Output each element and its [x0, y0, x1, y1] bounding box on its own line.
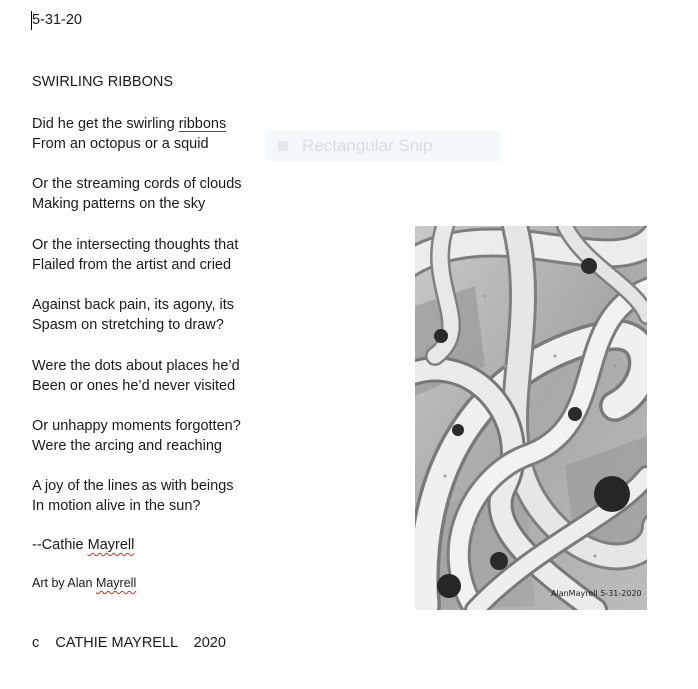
- stanza-line: Or the streaming cords of clouds: [32, 176, 242, 192]
- artwork-image[interactable]: [415, 226, 647, 610]
- stanza-line: Spasm on stretching to draw?: [32, 317, 224, 334]
- stanza-line: Were the dots about places he’d: [32, 358, 240, 374]
- stanza-line: Been or ones he’d never visited: [32, 378, 236, 395]
- spellcheck-flag: Mayrell: [95, 576, 137, 590]
- stanza-line: A joy of the lines as with beings: [32, 478, 234, 494]
- stanza-line: Against back pain, its agony, its: [32, 297, 235, 313]
- stanza-3[interactable]: [32, 235, 238, 276]
- rectangular-snip-overlay[interactable]: [266, 131, 500, 161]
- stanza-1[interactable]: [32, 114, 226, 155]
- stanza-6[interactable]: [32, 416, 241, 457]
- spellcheck-flag: Mayrell: [87, 537, 135, 553]
- stanza-4[interactable]: [32, 295, 234, 336]
- stanza-7[interactable]: [32, 476, 234, 517]
- artist-signature: AlanMayrell 5-31-2020: [551, 589, 642, 598]
- stanza-line: In motion alive in the sun?: [32, 498, 201, 515]
- stanza-line: Did he get the swirling ribbons: [32, 116, 227, 132]
- artwork-drawing: [415, 226, 647, 610]
- date-line[interactable]: 5-31-20: [32, 12, 82, 28]
- stanza-line: Were the arcing and reaching: [32, 438, 222, 455]
- stanza-line: Flailed from the artist and cried: [32, 257, 232, 274]
- copyright-line[interactable]: c CATHIE MAYRELL 2020: [32, 635, 226, 651]
- stanza-line: Or unhappy moments forgotten?: [32, 418, 241, 434]
- snip-icon: [276, 139, 290, 153]
- art-credit[interactable]: Art by Alan Mayrell: [32, 576, 137, 590]
- stanza-line: From an octopus or a squid: [32, 136, 209, 153]
- poem-title[interactable]: SWIRLING RIBBONS: [32, 74, 173, 90]
- stanza-5[interactable]: [32, 356, 240, 397]
- stanza-line: Or the intersecting thoughts that: [32, 237, 239, 253]
- grammar-flag: ribbons: [178, 116, 227, 132]
- stanza-line: Making patterns on the sky: [32, 196, 206, 213]
- author-signature[interactable]: --Cathie Mayrell: [32, 537, 135, 553]
- stanza-2[interactable]: [32, 174, 242, 215]
- snip-label: Rectangular Snip: [302, 136, 433, 155]
